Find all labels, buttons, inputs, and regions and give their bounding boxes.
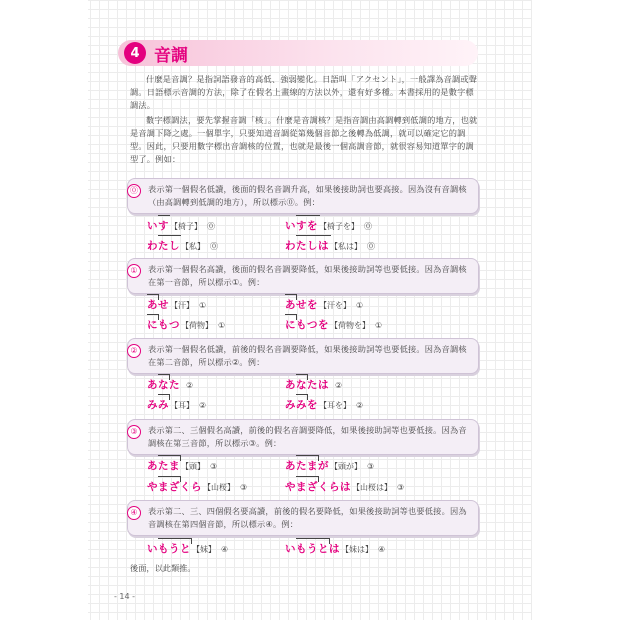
example-item	[285, 218, 372, 233]
accent-line	[296, 215, 320, 221]
example-gloss: 【山桜】	[203, 483, 235, 492]
example-kana: あせ	[147, 297, 169, 312]
example-tone: ①	[375, 321, 383, 330]
example-item	[147, 218, 215, 233]
accent-line	[285, 314, 297, 320]
example-kana: いす	[147, 218, 169, 233]
rule-box-1	[127, 258, 479, 294]
page-margin-right	[532, 0, 620, 620]
example-tone: ⓪	[210, 242, 218, 251]
example-kana: みみを	[285, 397, 318, 412]
accent-line	[285, 294, 297, 300]
example-kana: わたしは	[285, 238, 329, 253]
explanation-paragraph: 數字標調法，要先掌握音調「核」。什麼是音調核？是指音調由高調轉到低調的地方，也就是音調下降之處。一個單字，只要知道音調從第幾個音節之後轉為低調，就可以確定它的調型。因此，只要用數字標出音調核的位置，也就是最後一個高調音節，就很容易知道單字的調型了。例如：	[130, 115, 478, 164]
example-item	[147, 317, 225, 332]
example-gloss: 【妹】	[192, 545, 216, 554]
accent-line	[158, 476, 181, 482]
example-kana: あたまが	[285, 458, 329, 473]
section-title: 音調	[154, 45, 188, 66]
example-gloss: 【荷物を】	[330, 321, 370, 330]
example-tone: ③	[397, 483, 405, 492]
example-kana: あたま	[147, 458, 180, 473]
example-gloss: 【山桜は】	[352, 483, 392, 492]
accent-line	[296, 374, 308, 380]
example-kana: あなた	[147, 377, 180, 392]
example-tone: ③	[210, 462, 218, 471]
rule-number-badge: ①	[127, 264, 141, 278]
example-item	[285, 541, 385, 556]
example-kana: にもつ	[147, 317, 180, 332]
page-number: - 14 -	[114, 592, 136, 601]
example-tone: ⓪	[367, 242, 375, 251]
rule-number-badge: ②	[127, 344, 141, 358]
rule-description: 表示第一個假名低讀，後面的假名音調升高，如果後接助詞也要高接。因為沒有音調核（由高調轉到低調的地方），所以標示⓪。例：	[148, 184, 467, 207]
example-gloss: 【汗】	[170, 301, 194, 310]
example-tone: ④	[221, 545, 229, 554]
accent-line	[147, 314, 159, 320]
accent-line	[158, 215, 170, 221]
section-title-bar	[118, 40, 478, 66]
example-item	[147, 541, 228, 556]
example-kana: にもつを	[285, 317, 329, 332]
rule-box-0	[127, 178, 479, 214]
example-item	[285, 479, 404, 494]
accent-line	[296, 476, 319, 482]
example-tone: ②	[186, 381, 194, 390]
example-gloss: 【汗を】	[319, 301, 351, 310]
example-kana: あせを	[285, 297, 318, 312]
example-item	[147, 297, 206, 312]
rule-number-badge: ⓪	[127, 184, 141, 198]
example-tone: ③	[240, 483, 248, 492]
example-item	[285, 317, 382, 332]
example-gloss: 【私】	[181, 242, 205, 251]
example-gloss: 【椅子】	[170, 222, 202, 231]
example-gloss: 【妹は】	[341, 545, 373, 554]
accent-line	[296, 394, 308, 400]
section-number-badge: 4	[124, 42, 146, 64]
example-tone: ⓪	[364, 222, 372, 231]
rule-description: 表示第二、三個假名高讀，前後的假名音調要降低，如果後接助詞等也要低接。因為音調核在第三音節，所以標示③。例：	[148, 425, 467, 448]
accent-line	[158, 455, 181, 461]
rule-description: 表示第一個假名高讀，後面的假名音調要降低，如果後接助詞等也要低接。因為音調核在第一音節，所以標示①。例：	[148, 264, 467, 287]
example-tone: ⓪	[207, 222, 215, 231]
accent-line	[296, 538, 330, 544]
example-item	[285, 238, 375, 253]
example-tone: ③	[367, 462, 375, 471]
example-gloss: 【椅子を】	[319, 222, 359, 231]
example-item	[147, 238, 218, 253]
example-kana: あなたは	[285, 377, 329, 392]
example-tone: ④	[378, 545, 386, 554]
example-kana: わたし	[147, 238, 180, 253]
accent-line	[158, 235, 181, 241]
accent-line	[147, 294, 159, 300]
accent-line	[296, 235, 331, 241]
page-margin-left	[0, 0, 88, 620]
example-item	[285, 297, 363, 312]
example-item	[147, 377, 193, 392]
rule-box-2	[127, 338, 479, 374]
example-tone: ②	[356, 401, 364, 410]
example-gloss: 【耳を】	[319, 401, 351, 410]
example-gloss: 【耳】	[170, 401, 194, 410]
example-kana: やまざくらは	[285, 479, 351, 494]
example-kana: いすを	[285, 218, 318, 233]
example-item	[147, 458, 217, 473]
accent-line	[158, 374, 170, 380]
example-item	[285, 397, 363, 412]
closing-note: 後面，以此類推。	[130, 563, 196, 573]
example-tone: ①	[356, 301, 364, 310]
rule-description: 表示第二、三、四個假名要高讀，前後的假名要降低，如果後接助詞等也要低接。因為音調核在第四個音節，所以標示④。例：	[148, 506, 467, 529]
accent-line	[158, 394, 170, 400]
example-kana: みみ	[147, 397, 169, 412]
rule-box-4	[127, 500, 479, 536]
example-kana: いもうとは	[285, 541, 340, 556]
rule-number-badge: ④	[127, 506, 141, 520]
example-gloss: 【頭】	[181, 462, 205, 471]
rule-description: 表示第一個假名低讀，前後的假名音調要降低，如果後接助詞等也要低接。因為音調核在第二音節，所以標示②。例：	[148, 344, 467, 367]
rule-box-3	[127, 419, 479, 455]
example-item	[285, 377, 342, 392]
example-kana: いもうと	[147, 541, 191, 556]
intro-paragraph: 什麼是音調？是指詞語發音的高低、強弱變化。日語叫「アクセント」，一般譯為音調或聲調。日語標示音調的方法，除了在假名上畫線的方法以外，還有好多種。本書採用的是數字標調法。	[130, 74, 478, 110]
example-item	[147, 397, 206, 412]
example-gloss: 【私は】	[330, 242, 362, 251]
example-item	[147, 479, 247, 494]
rule-number-badge: ③	[127, 425, 141, 439]
example-tone: ①	[218, 321, 226, 330]
example-gloss: 【荷物】	[181, 321, 213, 330]
accent-line	[158, 538, 192, 544]
example-item	[285, 458, 374, 473]
example-tone: ①	[199, 301, 207, 310]
example-kana: やまざくら	[147, 479, 202, 494]
example-tone: ②	[199, 401, 207, 410]
accent-line	[296, 455, 319, 461]
example-gloss: 【頭が】	[330, 462, 362, 471]
example-tone: ②	[335, 381, 343, 390]
